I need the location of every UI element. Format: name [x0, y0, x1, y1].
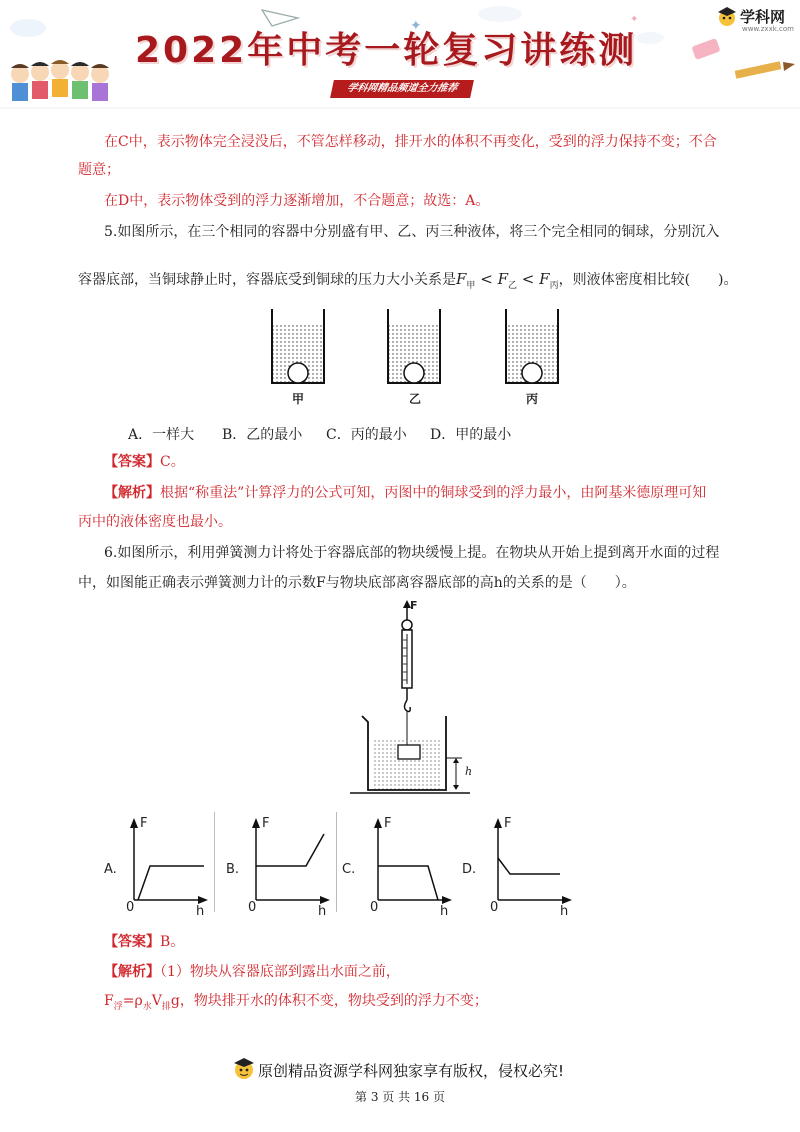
graph-divider — [214, 812, 215, 912]
cup-label-bing: 丙 — [526, 392, 539, 406]
banner-title: 2022年中考一轮复习讲练测 — [135, 30, 638, 71]
q6-analysis-line2: $F_浮=\rho_水V_排g$，物块排开水的体积不变，物块受到的浮力不变； — [104, 993, 488, 1012]
svg-text:✦: ✦ — [630, 14, 639, 25]
q6-graph-c — [340, 816, 452, 919]
buoyancy-formula: $F_浮=\rho_水V_排g$， — [104, 993, 194, 1012]
q6-graph-b-x-label: h — [318, 904, 327, 919]
cup-jia — [272, 309, 324, 383]
q6-graph-d-plot — [460, 816, 572, 916]
q6-graph-c-option: C. — [342, 862, 356, 877]
q5-answer: 【答案】C。 — [104, 454, 185, 470]
q6-graph-d — [460, 816, 572, 919]
cup-label-jia: 甲 — [292, 392, 305, 406]
analysis-c-line2: 题意； — [78, 162, 120, 178]
q6-graph-a-x-label: h — [196, 904, 205, 919]
q6-graph-a-option: A. — [104, 862, 117, 877]
q6-graph-c-plot — [340, 816, 452, 916]
q5-analysis-line2: 丙中的液体密度也最小。 — [78, 514, 232, 530]
q5-analysis-line1: 【解析】根据“称重法”计算浮力的公式可知，丙图中的铜球受到的浮力最小，由阿基米德原理可知 — [104, 485, 707, 501]
question-5-text-post: ，则液体密度相比较( )。 — [558, 272, 738, 288]
force-formula: $F_甲 < F_乙 < F_丙$ — [456, 270, 559, 291]
q6-graph-b-y-label: F — [262, 816, 270, 831]
banner-subtitle: 学科网精品频道全力推荐 — [330, 80, 474, 98]
header-banner — [0, 0, 800, 112]
q6-graph-a — [96, 816, 208, 919]
question-6-line1: 6.如图所示，利用弹簧测力计将处于容器底部的物块缓慢上提。在物块从开始上提到离开水面的过程 — [104, 545, 720, 561]
q6-graph-d-y-label: F — [504, 816, 512, 831]
page-number: 第 3 页 共 16 页 — [355, 1090, 445, 1104]
question-5-line1: 5.如图所示，在三个相同的容器中分别盛有甲、乙、丙三种液体，将三个完全相同的铜球，分别沉入 — [104, 224, 720, 240]
svg-text:✦: ✦ — [410, 18, 422, 34]
q5-option-b: B．乙的最小 — [222, 427, 303, 443]
question-6-line2: 中，如图能正确表示弹簧测力计的示数F与物块底部离容器底部的高h的关系的是（ ）。 — [78, 575, 636, 591]
q6-analysis-line1: 【解析】（1）物块从容器底部到露出水面之前， — [104, 964, 400, 980]
logo-icon — [716, 6, 738, 28]
analysis-c-line1: 在C中，表示物体完全浸没后，不管怎样移动，排开水的体积不再变化，受到的浮力保持不变；不合 — [104, 134, 717, 150]
q6-spring-scale-figure — [350, 600, 480, 800]
cup-yi — [388, 309, 440, 383]
q5-cups-figure — [260, 305, 560, 395]
footer-mascot-icon — [232, 1056, 256, 1082]
q6-graph-b-origin: 0 — [248, 900, 257, 915]
q6-answer: 【答案】B。 — [104, 934, 185, 950]
question-5-line2 — [78, 269, 738, 296]
q6-height-label: h — [465, 765, 473, 778]
q6-graph-c-x-label: h — [440, 904, 449, 919]
q6-graph-c-origin: 0 — [370, 900, 379, 915]
q5-option-c: C．丙的最小 — [326, 427, 407, 443]
q6-graph-b-option: B. — [226, 862, 240, 877]
q5-option-a: A．一样大 — [128, 427, 195, 443]
q6-graph-d-x-label: h — [560, 904, 569, 919]
cup-bing — [506, 309, 558, 383]
q5-option-d: D．甲的最小 — [430, 427, 512, 443]
cup-label-yi: 乙 — [409, 392, 422, 406]
logo-text: 学科网 — [740, 8, 786, 26]
q6-graph-c-y-label: F — [384, 816, 392, 831]
q6-graph-b — [218, 816, 330, 919]
question-5-text-pre: 容器底部，当铜球静止时，容器底受到铜球的压力大小关系是 — [78, 272, 456, 288]
logo-url: www.zxxk.com — [742, 25, 794, 33]
q6-graph-a-origin: 0 — [126, 900, 135, 915]
q6-force-label: F — [410, 599, 418, 612]
graph-divider — [336, 812, 337, 912]
q6-graph-d-option: D. — [462, 862, 477, 877]
analysis-d: 在D中，表示物体受到的浮力逐渐增加，不合题意；故选：A。 — [104, 193, 490, 209]
footer-slogan: 原创精品资源学科网独家享有版权，侵权必究! — [258, 1062, 565, 1080]
q6-graph-d-origin: 0 — [490, 900, 499, 915]
q6-graph-a-y-label: F — [140, 816, 148, 831]
